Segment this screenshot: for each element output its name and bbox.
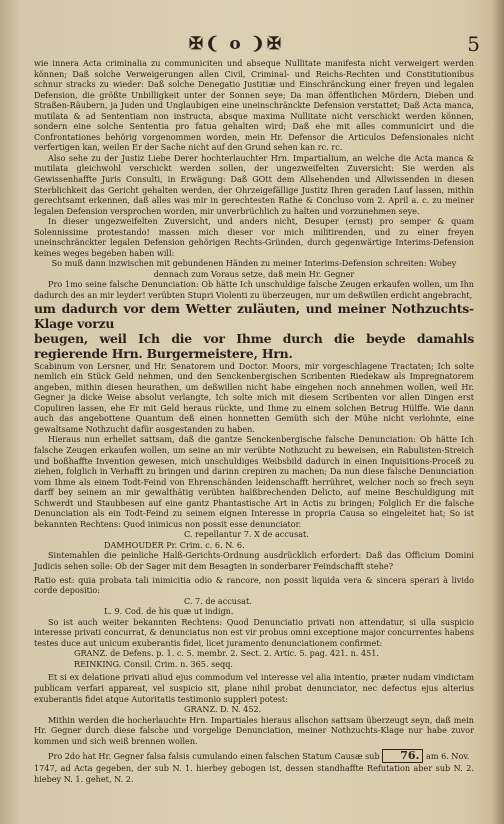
text-run: am 6. Nov. (426, 751, 470, 762)
page-edge-shadow (492, 0, 504, 824)
paragraph: Et si ex delatione privati aliud ejus commodum vel interesse vel alia intentio, præter nudam vindictam publicam verfari appareat, vel suspicio sit, plane nihil probat denunciator, nec defectus ejus alterius exuberantis fidei atque Autoritatis testimonio suppleri potest: (34, 672, 474, 704)
paragraph: Sintemahlen die peinliche Halß-Gerichts-Ordnung ausdrücklich erfordert: Daß das Officium Domini Judicis sehen solle: Ob der Sager mit dem Besagten in sonderbarer Feindschafft stehe? (34, 550, 474, 571)
paragraph: wie innera Acta criminalia zu communiciten und abseque Nullitate manifesta nicht verweigert werden können; Daß solche Verweigerungen allen Civil, Criminal- und Reichs-Rechten und Constitutionibus schnur stracks zu wieder: Daß solche Denegatio Justitiæ und Einschränckung einer freyen und legalen Defension, die größte Unbilligkeit unter der Sonnen seye; Da man öffentlichen Mördern, Dieben und Straßen-Räubern, ja Juden und Unglaubigen eine uneinschränckte Defension verstattet; Daß Acta manca, mutilata & ad Sententiam non instructa, absque maxima Nullitate nicht verschickt werden können, sondern eine solche Sententia pro fatua gehalten wird; Daß ehe mit alles communicirt und die Confrontationes behörig vorgenommen worden, mein Hr. Defensor die Articulos Defensionales nicht verfertigen kan, weilen Er der Sache nicht auf den Grund sehen kan rc. rc. (34, 58, 474, 153)
paragraph: Scabinum von Lersner, und Hr. Senatorem und Doctor. Moors, mir vorgeschlagene Tractaten; Ich solte nemlich ein Stück Geld nehmen, und den Senckenbergischen Scribenten Riedekaw als Impregnatorem angeben, mithin diesen heurathen, um deßwillen nicht habe eingehen noch annehmen wollen, weil Hr. Gegner ja dicke Weise absolut verlangte, Ich solte mich mit diesem Scribenten vor allen Dingen erst Copuliren lassen, ehe Er mit Geld heraus rückte, und Ihme zu einem solchen Betrug Hülffe. Wie dann auch das angebottene Quantum deß einen honnetten Gemüth sich der Mühe nicht verlohnte, eine gewaltsame Nothzucht dafür ausgestanden zu haben. (34, 360, 474, 434)
document-body (34, 58, 474, 784)
text-run: Pro 2do hat Hr. Gegner falsa falsis cumulando einen falschen Statum Causæ sub (48, 751, 380, 762)
bracketed-number: 76. (382, 749, 423, 763)
paragraph: So ist auch weiter bekannten Rechtens: Quod Denunciatio privati non attendatur, si ulla suspicio interesse privati concurrat, & denunciatus non est vir probus omni exceptione major concurrentes habens testes duce aut unicum exuberantis fidei, licet juramento denunciationem confirmet: (34, 616, 474, 648)
citation: C. 7. de accusat. (184, 595, 252, 606)
paragraph: Hieraus nun erhellet sattsam, daß die gantze Senckenbergische falsche Denunciation: Ob hätte Ich falsche Zeugen erkaufen wollen, um seine an mir verübte Nothzucht zu beweisen, ein Rabulisten-Streich und boßhaffte Invention gewesen, mich unschuldiges Weibsbild dadurch in einen Inquisitions-Proceß zu ziehen, folglich in Verhafft zu bringen und darinn crepiren zu machen; Da nun diese falsche Denunciation vom Ihme als einem Todt-Feind von Ehrenschänden leidenschafft herrühret, welcher noch so frech seyn darff bey seinem an mir gewalthätig verübten halßbrechenden Delicto, auf meine Beschuldigung mit Schwerdt und Staubbesen auf eine gantz Phantastische Art in Actis zu bringen; Folglich Er die falsche Denunciation als ein Todt-Feind zu seinem eignen Interesse in propria Causa so eingeleitet hat; So ist bekannten Rechtens: Quod inimicus non possit esse denunciator. (34, 434, 474, 529)
page-number: 5 (467, 32, 480, 56)
header-ornament: ✠❨ o ❩✠ (188, 34, 284, 54)
paragraph: In dieser ungezweifelten Zuversicht, und anders nicht, Desuper (ernst) pro semper & quam Solennissime protestando! massen mich dieser vor mich militirenden, und zu einer freyen uneinschränckter legalen Defension gehörigen Rechts-Gründen, durch gegenwärtige Interims-Defension keines weges begeben haben will: (34, 216, 474, 258)
citation: GRANZ. de Defens. p. 1. c. 5. membr. 2. Sect. 2. Artic. 5. pag. 421. n. 451. (74, 648, 379, 659)
paragraph: So muß dann inzwischen mit gebundenen Händen zu meiner Interims-Defension schreiten: Wobey dennach zum Voraus setze, daß mein Hr. Gegner (51, 258, 457, 279)
paragraph (34, 749, 474, 763)
citation: GRANZ. D. N. 452. (184, 704, 262, 715)
citation: C. repellantur 7. X de accusat. (184, 529, 309, 540)
paragraph: Ratio est: quia probata tali inimicitia odio & rancore, non possit liquida vera & sincera sperari à livido corde depositio: (34, 574, 474, 596)
citation: L. 9. Cod. de his quæ ut indign. (104, 606, 234, 617)
paragraph: Mithin werden die hocherlauchte Hrn. Impartiales hieraus allschon sattsam überzeugt seyn, daß mein Hr. Gegner durch diese falsche und vorgelige Denunciation, meiner Nothzuchts-Klage nur habe zuvor kommen und sich weiß brennen wollen. (34, 714, 474, 746)
citation: DAMHOUDER Pr. Crim. c. 6. N. 6. (104, 539, 245, 550)
emphasis-line: um dadurch vor dem Wetter zuläuten, und meiner Nothzuchts-Klage vorzu (34, 300, 474, 331)
citation: REINKING. Consil. Crim. n. 365. seqq. (74, 658, 233, 669)
emphasis-line: beugen, weil Ich die vor Ihme durch die beyde damahls regierende Hrn. Burgermeistere, Hrn. (34, 330, 474, 361)
paragraph: 1747, ad Acta gegeben, der sub N. 1. hierbey gebogen ist, dessen standhaffte Refutation aber sub N. 2. hiebey N. 1. gehet, N. 2. (34, 763, 474, 784)
paragraph: Pro 1mo seine falsche Denunciation: Ob hätte Ich unschuldige falsche Zeugen erkaufen wollen, um Ihn dadurch des an mir leyder! verübten Stupri Violenti zu überzeugen, nur um deßwillen erdicht angebracht, (34, 279, 474, 301)
paragraph: Also sehe zu der Justiz Liebe Derer hochterlauchter Hrn. Impartialium, an welche die Acta manca & mutilata gleichwohl verschickt werden sollen, der ungezweifelten Zuversicht: Sie werden als Gewissenhaffte Juris Consulti, in Erwägung: Daß GOtt dem Allsehenden und Allwissenden in diesen Sterblichkeit das Gericht gehalten werden, der Ohrzeigefällige Justitz Ihren geraden Lauf lassen, mithin gerechtsamt erkennen, daß alles was mir in gerechtesten Rathe & Concluso vom 2. April a. c. zu meiner legalen Defension versprochen worden, mir unverbrüchlich zu halten und vorzunehmen seye. (34, 152, 474, 216)
page-header (0, 30, 504, 60)
